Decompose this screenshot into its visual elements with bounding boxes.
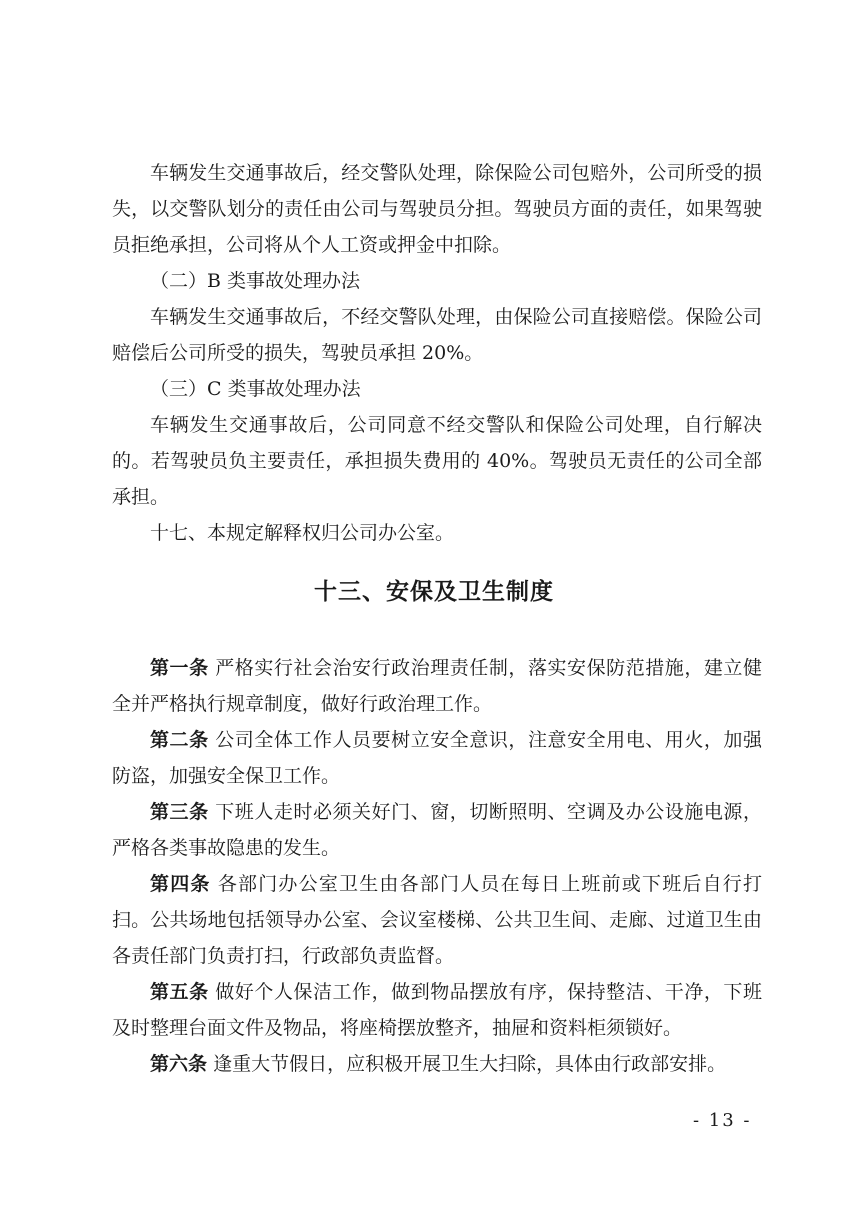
article-text: 公司全体工作人员要树立安全意识，注意安全用电、用火，加强防盗，加强安全保卫工作。 (112, 729, 762, 787)
article-label: 第二条 (150, 729, 209, 751)
article-text: 各部门办公室卫生由各部门人员在每日上班前或下班后自行打扫。公共场地包括领导办公室、会议室楼梯、公共卫生间、走廊、过道卫生由各责任部门负责打扫，行政部负责监督。 (112, 873, 762, 967)
article-label: 第一条 (150, 657, 209, 679)
subheading-b-accident: （二）B 类事故处理办法 (150, 270, 361, 292)
article-5 (112, 974, 762, 1046)
article-1 (112, 650, 762, 722)
article-text: 下班人走时必须关好门、窗，切断照明、空调及办公设施电源，严格各类事故隐患的发生。 (112, 801, 762, 859)
subheading-c-accident: （三）C 类事故处理办法 (150, 378, 361, 400)
paragraph-c-accident: 车辆发生交通事故后，公司同意不经交警队和保险公司处理，自行解决的。若驾驶员负主要责任，承担损失费用的 40%。驾驶员无责任的公司全部承担。 (112, 414, 762, 508)
article-text: 逢重大节假日，应积极开展卫生大扫除，具体由行政部安排。 (213, 1053, 727, 1075)
paragraph-b-accident: 车辆发生交通事故后，不经交警队处理，由保险公司直接赔偿。保险公司赔偿后公司所受的损失，驾驶员承担 20%。 (112, 306, 762, 364)
article-label: 第五条 (150, 981, 209, 1003)
article-label: 第三条 (150, 801, 209, 823)
article-label: 第四条 (150, 873, 211, 895)
paragraph-a-accident: 车辆发生交通事故后，经交警队处理，除保险公司包赔外，公司所受的损失，以交警队划分的责任由公司与驾驶员分担。驾驶员方面的责任，如果驾驶员拒绝承担，公司将从个人工资或押金中扣除。 (112, 162, 762, 256)
article-label: 第六条 (150, 1053, 208, 1075)
article-6 (112, 1046, 762, 1082)
article-4 (112, 866, 762, 974)
page-number: - 13 - (693, 1110, 752, 1131)
article-text: 严格实行社会治安行政治理责任制，落实安保防范措施，建立健全并严格执行规章制度，做好行政治理工作。 (112, 657, 762, 715)
paragraph-interpretation: 十七、本规定解释权归公司办公室。 (150, 522, 455, 544)
article-2 (112, 722, 762, 794)
article-3 (112, 794, 762, 866)
article-text: 做好个人保洁工作，做到物品摆放有序，保持整洁、干净，下班及时整理台面文件及物品，将座椅摆放整齐，抽屉和资料柜须锁好。 (112, 981, 762, 1039)
section-title: 十三、安保及卫生制度 (314, 578, 554, 605)
